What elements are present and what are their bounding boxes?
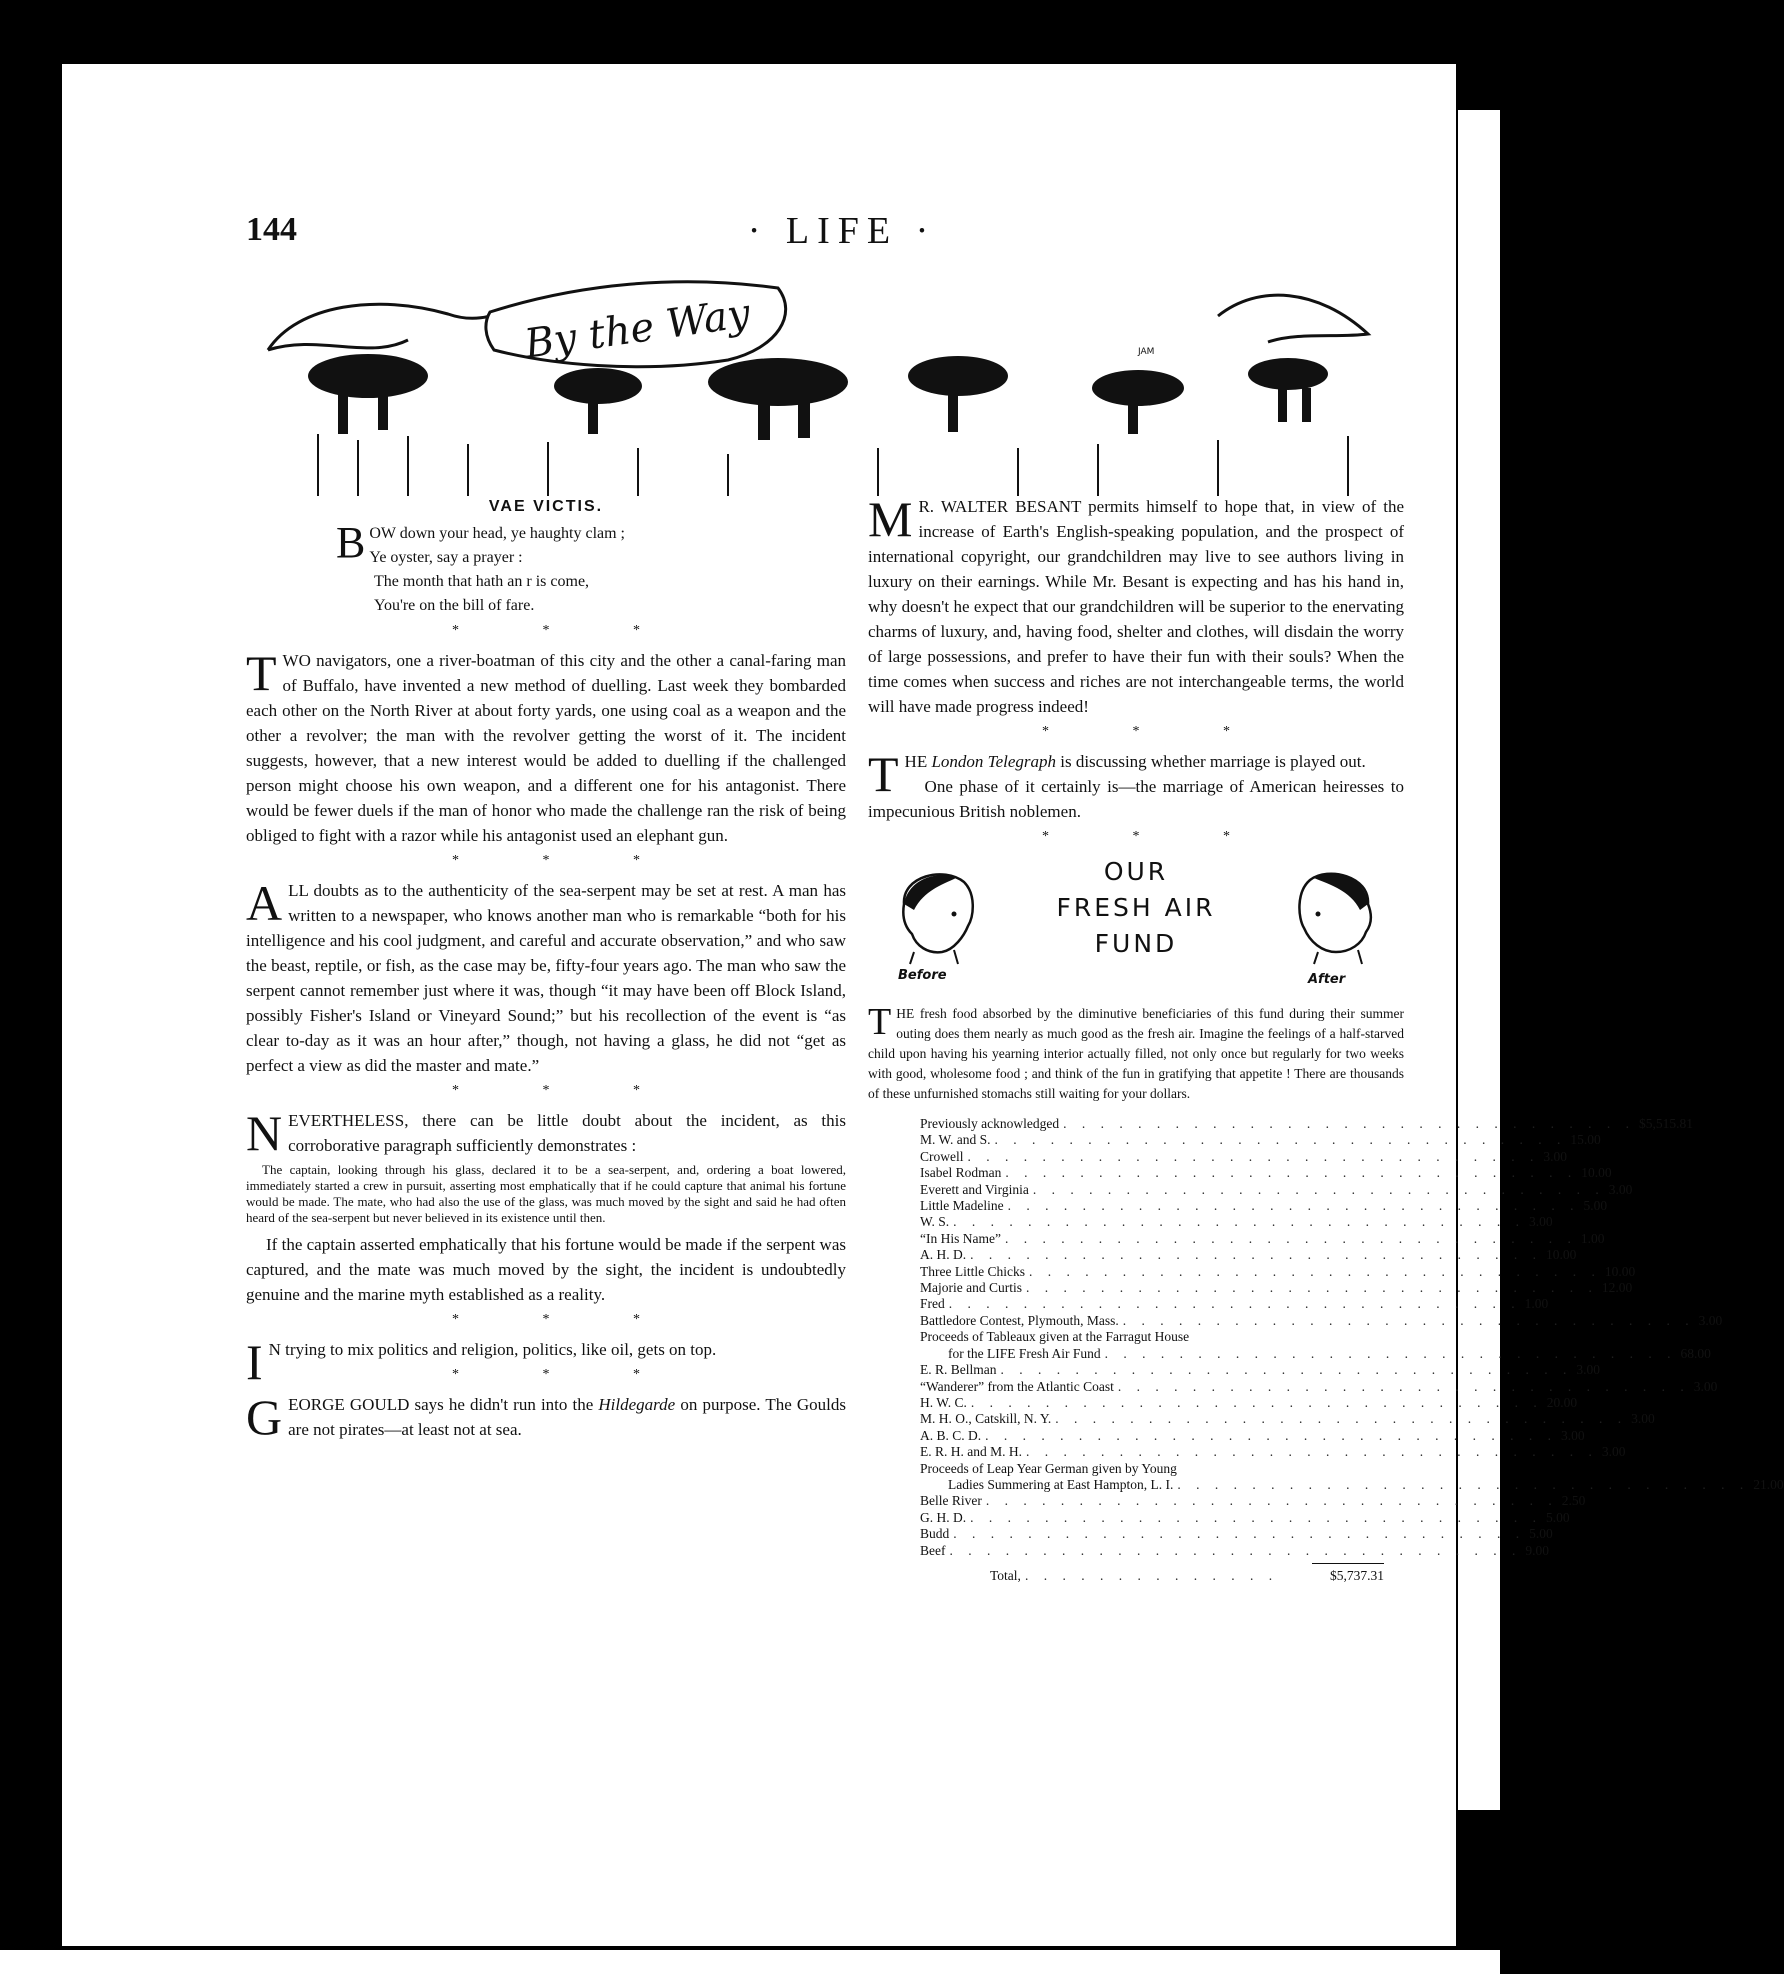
contributor-name: Battledore Contest, Plymouth, Mass. (920, 1312, 1119, 1328)
leader-dots: . . . . . . . . . . . . . . . . . . . . . . . . . . . . . . . (948, 1296, 1521, 1312)
poem-title: VAE VICTIS. (488, 498, 604, 515)
leader-dots: . . . . . . . . . . . . . . (1024, 1567, 1279, 1583)
drop-cap: A (246, 875, 283, 931)
by-the-way-banner (258, 264, 1384, 500)
leader-dots: . . . . . . . . . . . . . . . . . . . . . . . . . . . . . . . (949, 1542, 1522, 1558)
fund-title-line: OUR (1103, 857, 1169, 886)
contributor-name: Three Little Chicks (920, 1263, 1025, 1279)
contribution-amount: 2.50 (1561, 1493, 1586, 1509)
ledger-row (920, 1362, 1600, 1378)
leader-dots: . . . . . . . . . . . . . . . . . . . . . . . . . . . . . . . (1005, 1165, 1578, 1181)
fund-title-line: FUND (1094, 929, 1178, 958)
leader-dots: . . . . . . . . . . . . . . . . . . . . . . . . . . . . . . . (967, 1148, 1540, 1164)
article-nevertheless (246, 1105, 846, 1161)
ledger-row (920, 1444, 1626, 1460)
contribution-amount: 3.00 (1698, 1312, 1723, 1328)
poem-dropcap: B (336, 518, 366, 567)
contribution-amount: 3.00 (1543, 1148, 1567, 1164)
contributor-name: H. W. C. (920, 1394, 967, 1410)
left-column (246, 494, 846, 1445)
leader-dots: . . . . . . . . . . . . . . . . . . . . . . . . . . . . . . . (1104, 1345, 1677, 1361)
section-divider: * * * (1042, 724, 1270, 739)
ledger-row (920, 1542, 1549, 1559)
leader-dots: . . . . . . . . . . . . . . . . . . . . . . . . . . . . . . . (985, 1493, 1558, 1509)
contributor-name: A. B. C. D. (920, 1427, 982, 1443)
leader-dots: . . . . . . . . . . . . . . . . . . . . . . . . . . . . . . . (1122, 1312, 1695, 1328)
boy-before-illustration (884, 864, 984, 968)
leader-dots: . . . . . . . . . . . . . . . . . . . . . . . . . . . . . . . (1004, 1230, 1577, 1246)
contribution-amount: 3.00 (1631, 1411, 1655, 1427)
article-text: LL doubts as to the authenticity of the sea-serpent may be set at rest. A man has written to a newspaper, who knows another man who is remarkable “both for his intelligence and his cool judgment, and careful and accurate observation,” and who saw the beast, reptile, or fish, as the case may be, fifty-four years ago. The man who saw the serpent cannot remember just where it was, though “it may have been off Block Island, possibly Fisher's Island or Vineyard Sound;” but his recollection of the event is “as clear to-day as it was an hour after,” though, not having a glass, he did not “get as perfect a view as did the master and mate.” (246, 881, 846, 1075)
ledger-row (920, 1198, 1608, 1214)
drop-cap: N (246, 1105, 283, 1161)
poem-line: You're on the bill of fare. (374, 597, 535, 614)
ledger-row (920, 1214, 1553, 1230)
leader-dots: . . . . . . . . . . . . . . . . . . . . . . . . . . . . . . . (1000, 1362, 1573, 1378)
drop-cap: T (246, 645, 277, 701)
article-text: N trying to mix politics and religion, politics, like oil, gets on top. (268, 1340, 717, 1359)
contributor-name: Fred (920, 1296, 945, 1312)
contribution-amount: 1.00 (1580, 1230, 1605, 1246)
leader-dots: . . . . . . . . . . . . . . . . . . . . . . . . . . . . . . . (1028, 1263, 1601, 1279)
boy-after-illustration (1288, 864, 1388, 968)
article-text: R. WALTER BESANT permits himself to hope that, in view of the increase of Earth's English-speaking population, and the prospect of international copyright, our grandchildren may live to see authors living in luxury on their earnings. While Mr. Besant is expecting and has his hand in, why doesn't he expect that our grandchildren will be superior to the enervating charms of luxury, and, having food, shelter and clothes, will disdain the worry of large possessions, and prefer to have their fun with their souls? When the time comes when success and riches are not interchangeable terms, the world will have made progress indeed! (868, 497, 1404, 716)
contributor-name: Everett and Virginia (920, 1181, 1029, 1197)
ledger-row (920, 1329, 1384, 1345)
article-text: on purpose. The Goulds are not pirates—at least not at sea. (288, 1395, 846, 1439)
article-text: WO navigators, one a river-boatman of this city and the other a canal-faring man of Buffalo, have invented a new method of duelling. Last week they bombarded each other on the North River at about forty yards, one using coal as a weapon and the other a revolver; the man with the revolver getting the worst of it. The incident suggests, however, that a new interest would be added to duelling if the challenged person might choose his own weapon, and a different one for his antagonist. There would be fewer duels if the man of honor who made the challenge ran the risk of being obliged to fight with a razor while his antagonist used an elephant gun. (246, 651, 846, 845)
article-text: is discussing whether marriage is played out. (1056, 752, 1366, 771)
contributor-name: “Wanderer” from the Atlantic Coast (920, 1378, 1114, 1394)
scan-edge-bottom (0, 1950, 1500, 1974)
ledger-row (920, 1493, 1586, 1509)
leader-dots: . . . . . . . . . . . . . . . . . . . . . . . . . . . . . . . (1026, 1444, 1598, 1460)
ledger-row (920, 1280, 1633, 1296)
leader-dots: . . . . . . . . . . . . . . . . . . . . . . . . . . . . . . . (1117, 1378, 1690, 1394)
leader-dots: . . . . . . . . . . . . . . . . . . . . . . . . . . . . . . . (985, 1427, 1558, 1443)
leader-dots: . . . . . . . . . . . . . . . . . . . . . . . . . . . . . . . (953, 1214, 1526, 1230)
leader-dots: . . . . . . . . . . . . . . . . . . . . . . . . . . . . . . . (1007, 1198, 1580, 1214)
ledger-row (920, 1230, 1605, 1247)
ledger-row (920, 1509, 1570, 1526)
fund-title-line: FRESH AIR (1056, 893, 1216, 922)
drop-cap: T (868, 1001, 892, 1043)
leader-dots: . . . . . . . . . . . . . . . . . . . . . . . . . . . . . . . (1025, 1280, 1598, 1296)
banner-text: By the Way (521, 290, 753, 368)
section-divider: * * * (1042, 829, 1270, 844)
contribution-amount: 10.00 (1581, 1165, 1612, 1181)
ledger-row (920, 1181, 1633, 1198)
contributor-name: Isabel Rodman (920, 1165, 1002, 1181)
leader-dots: . . . . . . . . . . . . . . . . . . . . . . . . . . . . . . . (1032, 1181, 1605, 1197)
contribution-amount: 12.00 (1601, 1280, 1633, 1296)
ledger-row (920, 1116, 1693, 1132)
ledger-row (920, 1476, 1784, 1493)
caption-after: After (1308, 972, 1346, 987)
ledger-row (920, 1312, 1723, 1329)
contribution-amount: 5.00 (1529, 1526, 1553, 1542)
contribution-amount: 1.00 (1524, 1296, 1549, 1312)
ledger-row (920, 1263, 1636, 1280)
contribution-amount: $5,515.81 (1638, 1116, 1693, 1131)
contribution-amount: 20.00 (1546, 1394, 1578, 1410)
ledger-row (920, 1165, 1612, 1181)
contributor-name: E. R. H. and M. H. (920, 1444, 1022, 1460)
ledger-total-row (920, 1568, 1384, 1584)
ledger-row (920, 1526, 1553, 1542)
leader-dots: . . . . . . . . . . . . . . . . . . . . . . . . . . . . . . . (1177, 1476, 1750, 1492)
fund-appeal (868, 1001, 1404, 1104)
fresh-air-fund-heading (868, 854, 1404, 994)
quoted-paragraph: The captain, looking through his glass, declared it to be a sea-serpent, and, ordering a boat lowered, immediately started a crew in pursuit, asserting most emphatically that if he could capture that animal his fortune would be made. The mate, who had also the use of the glass, was much moved by the sight and said he had often heard of the sea-serpent but never believed in its existence until then. (246, 1162, 846, 1225)
poem (246, 518, 846, 618)
contribution-amount: 5.00 (1583, 1198, 1608, 1214)
article-text: HE fresh food absorbed by the diminutive beneficiaries of this fund during their summer outing does them nearly as much good as the fresh air. Imagine the feelings of a half-starved child upon having his yearning interior actually filled, not only once but regularly for two weeks with good, wholesome food ; and think of the fun in gratifying that appetite ! There are thousands of these unfurnished stomachs still waiting for your dollars. (868, 1006, 1404, 1101)
ledger-row (920, 1296, 1549, 1312)
contribution-amount: 15.00 (1570, 1132, 1601, 1148)
ledger-row (920, 1411, 1655, 1427)
section-divider: * * * (452, 1312, 680, 1327)
contribution-amount: 10.00 (1546, 1247, 1577, 1263)
contributor-name: Proceeds of Leap Year German given by Young (920, 1460, 1177, 1476)
contributor-name: Ladies Summering at East Hampton, L. I. (948, 1476, 1174, 1492)
contribution-amount: 3.00 (1693, 1378, 1718, 1394)
contribution-amount: 3.00 (1601, 1444, 1626, 1460)
poem-line: The month that hath an r is come, (374, 573, 590, 590)
ledger-row (920, 1132, 1601, 1148)
contributor-name: Little Madeline (920, 1198, 1004, 1214)
contribution-amount: 21.00 (1753, 1476, 1784, 1492)
contributor-name: for the LIFE Fresh Air Fund (948, 1345, 1101, 1361)
total-amount: $5,737.31 (1330, 1567, 1384, 1583)
ledger-row (920, 1345, 1711, 1362)
article-text: EVERTHELESS, there can be little doubt about the incident, as this corroborative paragraph sufficiently demonstrates : (288, 1111, 846, 1155)
article-text: One phase of it certainly is—the marriage of American heiresses to impecunious British noblemen. (868, 777, 1404, 821)
ledger-row (920, 1427, 1585, 1444)
leader-dots: . . . . . . . . . . . . . . . . . . . . . . . . . . . . . . . (1055, 1411, 1628, 1427)
total-rule (1312, 1563, 1384, 1564)
contributor-name: G. H. D. (920, 1509, 967, 1525)
contribution-amount: 3.00 (1561, 1427, 1585, 1443)
drop-cap: M (868, 491, 913, 547)
banner-signature: JAM (1138, 347, 1155, 357)
article-gould (246, 1389, 846, 1445)
ship-name: Hildegarde (598, 1395, 676, 1414)
article-text: HE (904, 752, 932, 771)
contribution-amount: 3.00 (1608, 1181, 1633, 1197)
contribution-amount: 3.00 (1576, 1362, 1600, 1378)
contributor-name: Majorie and Curtis (920, 1280, 1022, 1296)
leader-dots: . . . . . . . . . . . . . . . . . . . . . . . . . . . . . . . (994, 1132, 1567, 1148)
contributor-name: A. H. D. (920, 1247, 967, 1263)
contributions-ledger (920, 1116, 1784, 1584)
newspaper-name: London Telegraph (931, 752, 1056, 771)
leader-dots: . . . . . . . . . . . . . . . . . . . . . . . . . . . . . . . (970, 1394, 1543, 1410)
fund-title (1036, 854, 1236, 962)
contributor-name: Belle River (920, 1493, 982, 1509)
ledger-row (920, 1378, 1718, 1395)
contributor-name: W. S. (920, 1214, 950, 1230)
masthead: · LIFE · (747, 210, 937, 252)
magazine-page (62, 64, 1784, 1946)
contribution-amount: 5.00 (1546, 1509, 1570, 1525)
section-divider: * * * (452, 853, 680, 868)
article-sea-serpent (246, 875, 846, 1078)
ledger-row (920, 1394, 1578, 1411)
contributor-name: Previously acknowledged (920, 1116, 1060, 1131)
right-column (868, 491, 1784, 1584)
drop-cap: T (868, 746, 899, 802)
section-divider: * * * (452, 623, 680, 638)
contributor-name: E. R. Bellman (920, 1362, 997, 1378)
leader-dots: . . . . . . . . . . . . . . . . . . . . . . . . . . . . . . . (1063, 1116, 1635, 1131)
ledger-row (920, 1148, 1567, 1165)
ledger-row (920, 1247, 1577, 1263)
page-number: 144 (246, 211, 297, 248)
section-divider: * * * (452, 1083, 680, 1098)
leader-dots: . . . . . . . . . . . . . . . . . . . . . . . . . . . . . . . (970, 1509, 1542, 1525)
total-label: Total, (990, 1567, 1021, 1583)
contributor-name: Proceeds of Tableaux given at the Farragut House (920, 1329, 1190, 1345)
poem-line: Ye oyster, say a prayer : (369, 549, 523, 566)
contributor-name: Budd (920, 1526, 950, 1542)
contributor-name: M. H. O., Catskill, N. Y. (920, 1411, 1052, 1427)
drop-cap: G (246, 1389, 283, 1445)
contribution-amount: 10.00 (1604, 1263, 1636, 1279)
article-politics (246, 1334, 846, 1390)
drop-cap: I (246, 1334, 263, 1390)
watermark: comicbooks.com (1181, 1885, 1430, 1918)
article-besant (868, 491, 1404, 719)
contributor-name: Crowell (920, 1148, 964, 1164)
section-divider: * * * (452, 1367, 680, 1382)
article-text: EORGE GOULD says he didn't run into the (288, 1395, 599, 1414)
contributor-name: M. W. and S. (920, 1132, 991, 1148)
contribution-amount: 68.00 (1680, 1345, 1711, 1361)
article-duelling (246, 645, 846, 848)
leader-dots: . . . . . . . . . . . . . . . . . . . . . . . . . . . . . . . (953, 1526, 1526, 1542)
poem-line: OW down your head, ye haughty clam ; (369, 525, 625, 542)
leader-dots: . . . . . . . . . . . . . . . . . . . . . . . . . . . . . . . (970, 1247, 1542, 1263)
contributor-name: Beef (920, 1542, 946, 1558)
article-text: If the captain asserted emphatically that his fortune would be made if the serpent was captured, and the mate was much moved by the sight, the incident is undoubtedly genuine and the marine myth established as a reality. (246, 1235, 846, 1304)
contribution-amount: 3.00 (1529, 1214, 1553, 1230)
caption-before: Before (898, 968, 947, 983)
contribution-amount: 9.00 (1525, 1542, 1549, 1558)
contributor-name: “In His Name” (920, 1230, 1001, 1246)
ledger-row (920, 1461, 1384, 1477)
